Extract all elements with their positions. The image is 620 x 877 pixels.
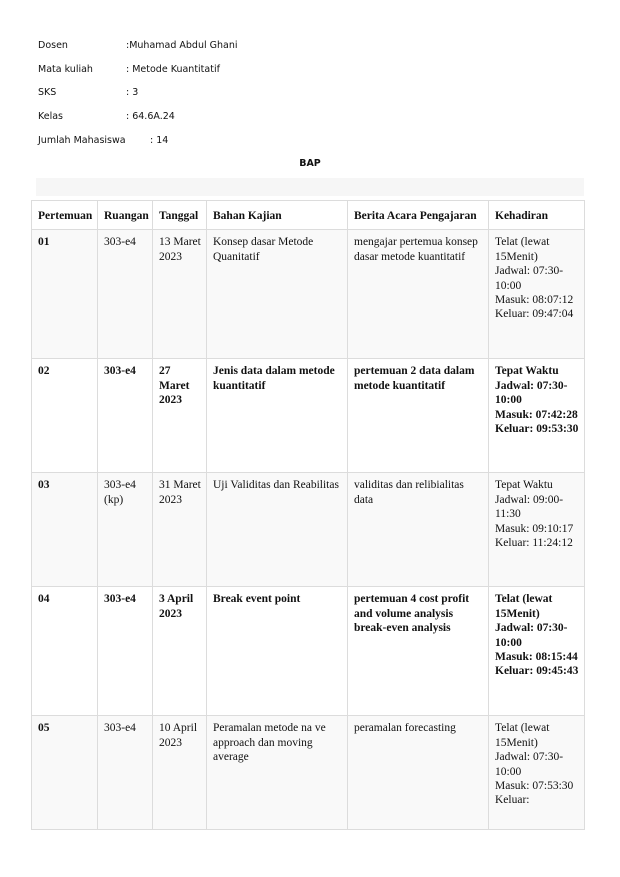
cell-pertemuan: 01 bbox=[32, 230, 98, 359]
cell-kehadiran: Tepat Waktu Jadwal: 07:30-10:00 Masuk: 07:42:28 Keluar: 09:53:30 bbox=[489, 359, 585, 473]
header-bahan-kajian: Bahan Kajian bbox=[207, 201, 348, 230]
cell-bahan-kajian: Konsep dasar Metode Quanitatif bbox=[207, 230, 348, 359]
info-label: Dosen bbox=[38, 40, 68, 51]
info-label: Jumlah Mahasiswa bbox=[38, 135, 126, 146]
header-ruangan: Ruangan bbox=[98, 201, 153, 230]
table-row bbox=[32, 230, 585, 359]
bap-table bbox=[31, 200, 585, 830]
table-row bbox=[32, 359, 585, 473]
header-pertemuan: Pertemuan bbox=[32, 201, 98, 230]
cell-ruangan: 303-e4 bbox=[98, 230, 153, 359]
cell-kehadiran: Telat (lewat 15Menit) Jadwal: 07:30-10:00 Masuk: 07:53:30 Keluar: bbox=[489, 716, 585, 830]
cell-ruangan: 303-e4 bbox=[98, 587, 153, 716]
cell-tanggal: 10 April 2023 bbox=[153, 716, 207, 830]
cell-bahan-kajian: Break event point bbox=[207, 587, 348, 716]
cell-bahan-kajian: Peramalan metode na ve approach dan moving average bbox=[207, 716, 348, 830]
table-header-row bbox=[32, 201, 585, 230]
cell-berita-acara: peramalan forecasting bbox=[348, 716, 489, 830]
info-value: : 64.6A.24 bbox=[126, 111, 175, 122]
cell-ruangan: 303-e4 bbox=[98, 716, 153, 830]
cell-ruangan: 303-e4 (kp) bbox=[98, 473, 153, 587]
cell-bahan-kajian: Uji Validitas dan Reabilitas bbox=[207, 473, 348, 587]
cell-berita-acara: validitas dan relibialitas data bbox=[348, 473, 489, 587]
cell-tanggal: 31 Maret 2023 bbox=[153, 473, 207, 587]
cell-pertemuan: 03 bbox=[32, 473, 98, 587]
cell-pertemuan: 05 bbox=[32, 716, 98, 830]
cell-tanggal: 27 Maret 2023 bbox=[153, 359, 207, 473]
cell-berita-acara: mengajar pertemua konsep dasar metode kuantitatif bbox=[348, 230, 489, 359]
page-title: BAP bbox=[299, 158, 321, 169]
info-label: Kelas bbox=[38, 111, 64, 122]
info-value: : Metode Kuantitatif bbox=[126, 64, 220, 75]
info-label: SKS bbox=[38, 87, 57, 98]
cell-bahan-kajian: Jenis data dalam metode kuantitatif bbox=[207, 359, 348, 473]
info-value: : 14 bbox=[150, 135, 169, 146]
header-berita-acara: Berita Acara Pengajaran bbox=[348, 201, 489, 230]
cell-berita-acara: pertemuan 2 data dalam metode kuantitatif bbox=[348, 359, 489, 473]
cell-kehadiran: Tepat Waktu Jadwal: 09:00-11:30 Masuk: 09:10:17 Keluar: 11:24:12 bbox=[489, 473, 585, 587]
table-row bbox=[32, 587, 585, 716]
cell-pertemuan: 04 bbox=[32, 587, 98, 716]
cell-berita-acara: pertemuan 4 cost profit and volume analysis break-even analysis bbox=[348, 587, 489, 716]
cell-ruangan: 303-e4 bbox=[98, 359, 153, 473]
cell-kehadiran: Telat (lewat 15Menit) Jadwal: 07:30-10:00 Masuk: 08:07:12 Keluar: 09:47:04 bbox=[489, 230, 585, 359]
cell-tanggal: 13 Maret 2023 bbox=[153, 230, 207, 359]
info-value: :Muhamad Abdul Ghani bbox=[126, 40, 238, 51]
table-row bbox=[32, 473, 585, 587]
divider-band bbox=[36, 178, 584, 196]
cell-kehadiran: Telat (lewat 15Menit) Jadwal: 07:30-10:00 Masuk: 08:15:44 Keluar: 09:45:43 bbox=[489, 587, 585, 716]
cell-tanggal: 3 April 2023 bbox=[153, 587, 207, 716]
info-value: : 3 bbox=[126, 87, 139, 98]
header-tanggal: Tanggal bbox=[153, 201, 207, 230]
info-label: Mata kuliah bbox=[38, 64, 93, 75]
cell-pertemuan: 02 bbox=[32, 359, 98, 473]
header-kehadiran: Kehadiran bbox=[489, 201, 585, 230]
table-row bbox=[32, 716, 585, 830]
